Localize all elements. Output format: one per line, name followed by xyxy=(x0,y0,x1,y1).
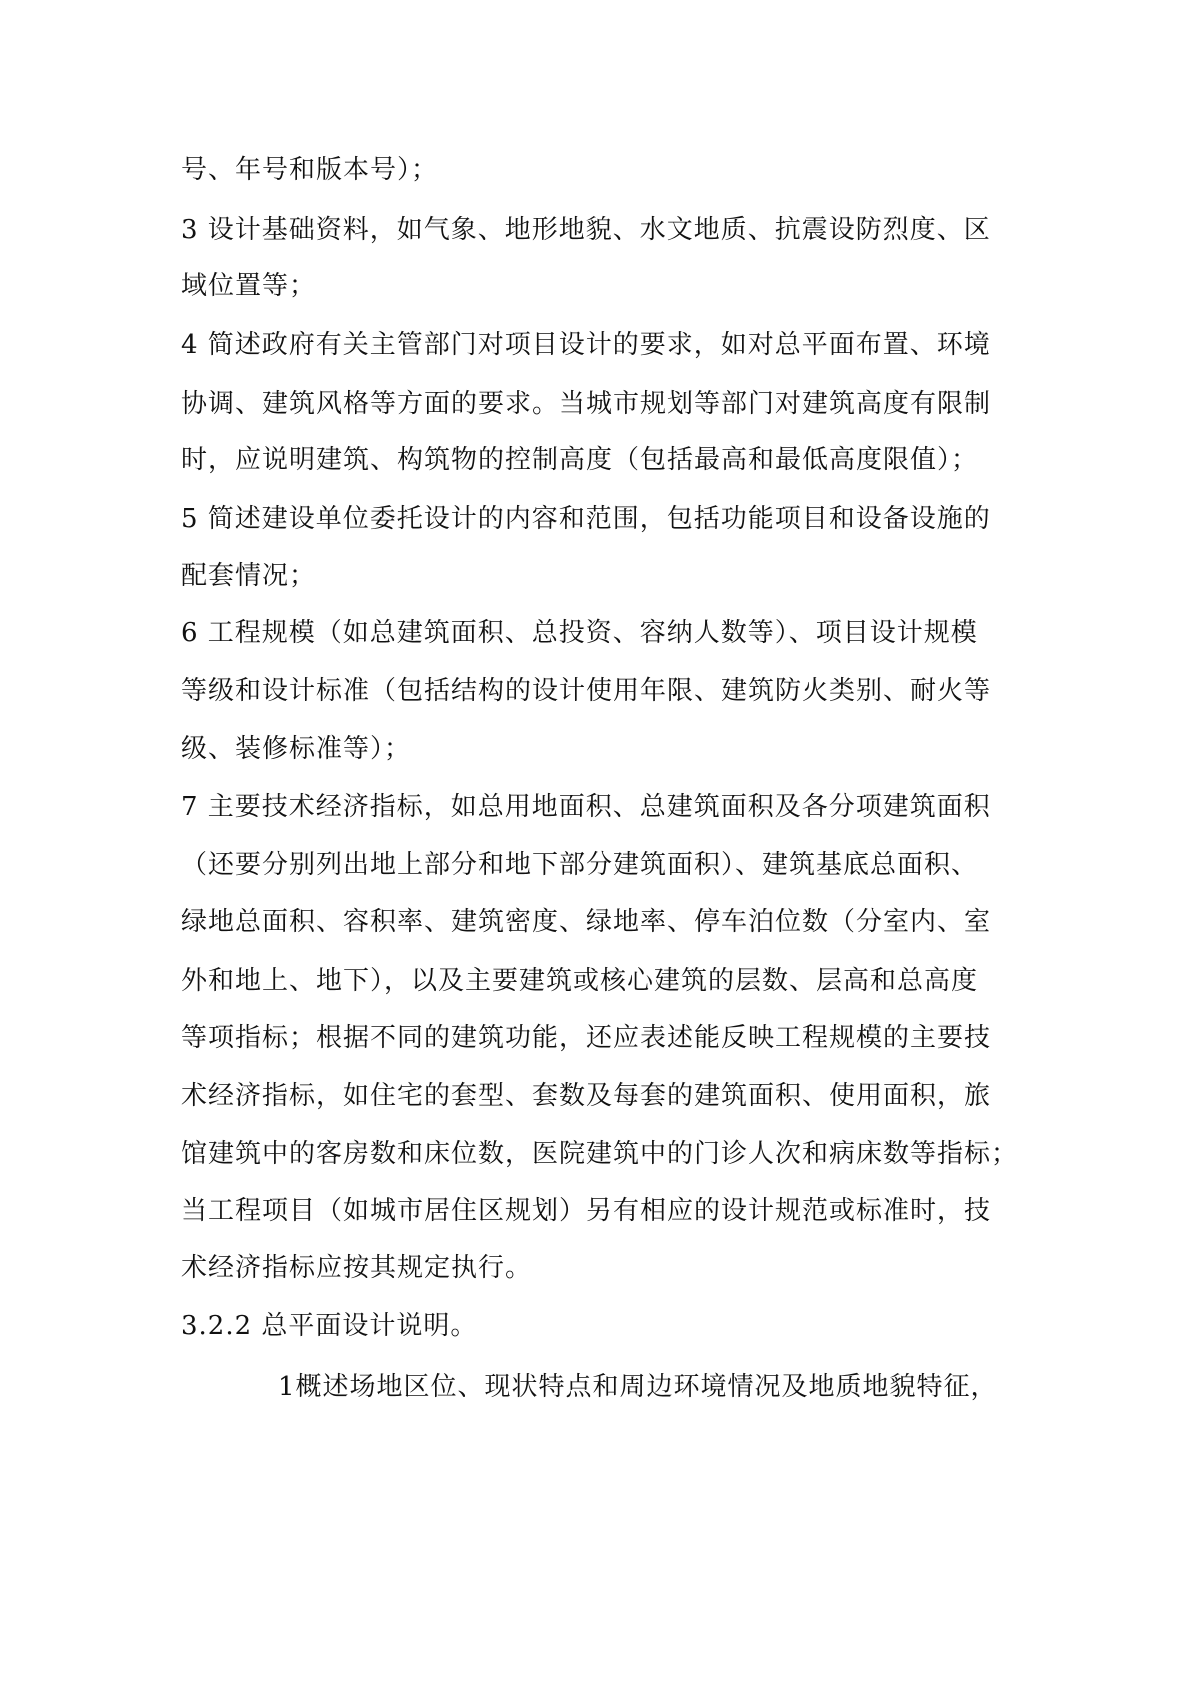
text-line: 术经济指标，如住宅的套型、套数及每套的建筑面积、使用面积，旅 xyxy=(181,1081,992,1111)
text-line: 外和地上、地下），以及主要建筑或核心建筑的层数、层高和总高度 xyxy=(181,966,979,996)
text-line: 馆建筑中的客房数和床位数，医院建筑中的门诊人次和病床数等指标； xyxy=(181,1139,1019,1169)
text-line: 5 简述建设单位委托设计的内容和范围，包括功能项目和设备设施的 xyxy=(181,504,991,534)
text-line: 协调、建筑风格等方面的要求。当城市规划等部门对建筑高度有限制 xyxy=(181,389,992,419)
text-line: 绿地总面积、容积率、建筑密度、绿地率、停车泊位数（分室内、室 xyxy=(181,907,992,937)
text-line: 配套情况； xyxy=(181,561,317,591)
text-line: 等项指标；根据不同的建筑功能，还应表述能反映工程规模的主要技 xyxy=(181,1023,992,1053)
section-heading: 3.2.2 总平面设计说明。 xyxy=(181,1311,478,1341)
text-line: 1概述场地区位、现状特点和周边环境情况及地质地貌特征， xyxy=(278,1372,998,1402)
text-line: 时，应说明建筑、构筑物的控制高度（包括最高和最低高度限值）； xyxy=(181,445,979,475)
text-line: 域位置等； xyxy=(181,271,317,301)
text-line: 级、装修标准等）； xyxy=(181,734,412,764)
text-line: 等级和设计标准（包括结构的设计使用年限、建筑防火类别、耐火等 xyxy=(181,676,992,706)
text-line: 4 简述政府有关主管部门对项目设计的要求，如对总平面布置、环境 xyxy=(181,330,991,360)
text-line: （还要分别列出地上部分和地下部分建筑面积）、建筑基底总面积、 xyxy=(181,850,979,880)
text-line: 7 主要技术经济指标，如总用地面积、总建筑面积及各分项建筑面积 xyxy=(181,792,991,822)
text-line: 号、年号和版本号）； xyxy=(181,155,439,185)
text-line: 术经济指标应按其规定执行。 xyxy=(181,1253,533,1283)
text-line: 当工程项目（如城市居住区规划）另有相应的设计规范或标准时，技 xyxy=(181,1196,992,1226)
text-line: 3 设计基础资料，如气象、地形地貌、水文地质、抗震设防烈度、区 xyxy=(181,215,991,245)
text-line: 6 工程规模（如总建筑面积、总投资、容纳人数等）、项目设计规模 xyxy=(181,618,978,648)
